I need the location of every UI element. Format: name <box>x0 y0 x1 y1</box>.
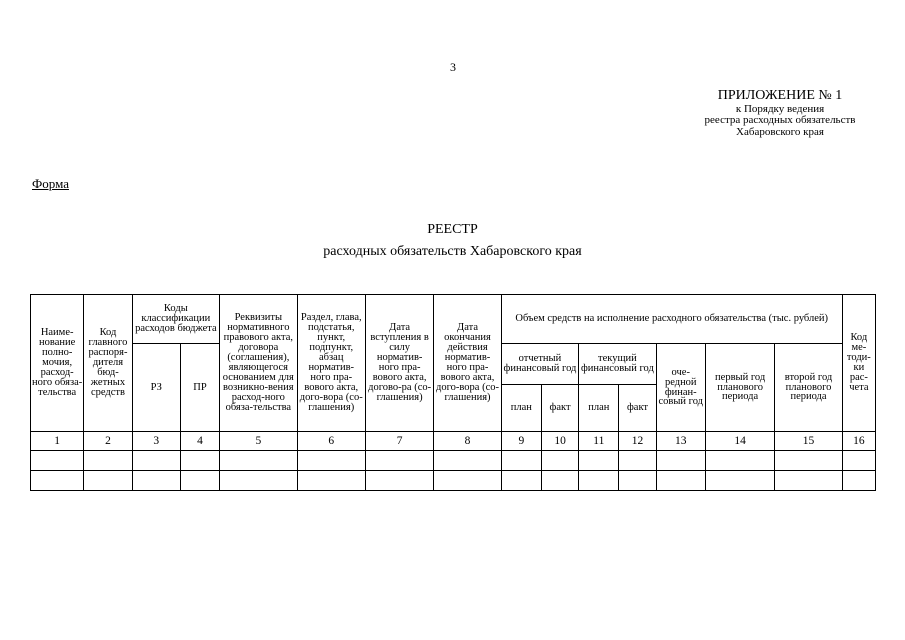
column-number: 16 <box>842 432 875 451</box>
column-number: 15 <box>775 432 842 451</box>
header-funding-volume: Объем средств на исполнение расходного обязательства (тыс. рублей) <box>501 295 842 344</box>
table-cell <box>180 471 219 491</box>
table-cell <box>31 471 84 491</box>
table-cell <box>656 471 705 491</box>
table-cell <box>220 471 297 491</box>
header-section: Раздел, глава, подстатья, пункт, подпункт, абзац норматив-ного пра-вового акта, дого-вора (со-глашения) <box>297 295 365 432</box>
column-number: 3 <box>132 432 180 451</box>
header-report-fact: факт <box>541 385 578 432</box>
table-cell <box>501 471 541 491</box>
table-cell <box>220 451 297 471</box>
table-cell <box>365 451 433 471</box>
table-cell <box>84 471 132 491</box>
registry-table <box>30 294 876 491</box>
form-label: Форма <box>32 176 69 191</box>
column-number: 9 <box>501 432 541 451</box>
header-budget-codes: Коды классификации расходов бюджета <box>132 295 220 344</box>
column-number: 2 <box>84 432 132 451</box>
header-next-year: оче-редной финан-совый год <box>656 344 705 432</box>
header-end-date: Дата окончания действия норматив-ного пра-вового акта, дого-вора (со-глашения) <box>434 295 501 432</box>
document-subtitle: расходных обязательств Хабаровского края <box>323 244 582 259</box>
table-cell <box>705 451 774 471</box>
header-method-code: Код ме-тоди-ки рас-чета <box>842 295 875 432</box>
table-cell <box>579 451 619 471</box>
column-number: 8 <box>434 432 501 451</box>
table-cell <box>132 451 180 471</box>
table-cell <box>541 471 578 491</box>
table-cell <box>842 471 875 491</box>
table-cell <box>180 451 219 471</box>
table-cell <box>775 471 842 491</box>
header-legal-act-details: Реквизиты нормативного правового акта, договора (соглашения), являющегося основанием для возникно-вения расход-ного обяза-тельства <box>220 295 297 432</box>
appendix-title: ПРИЛОЖЕНИЕ № 1 <box>717 88 843 103</box>
header-main-manager-code: Код главного распоря-дителя бюд-жетных средств <box>84 295 132 432</box>
table-cell <box>842 451 875 471</box>
table-cell <box>297 451 365 471</box>
header-current-year: текущий финансовый год <box>579 344 656 385</box>
column-number: 1 <box>31 432 84 451</box>
table-row <box>31 451 876 471</box>
column-number: 14 <box>705 432 774 451</box>
header-current-fact: факт <box>619 385 656 432</box>
table-cell <box>297 471 365 491</box>
header-report-year: отчетный финансовый год <box>501 344 578 385</box>
appendix-header <box>680 89 880 138</box>
header-current-plan: план <box>579 385 619 432</box>
table-cell <box>31 451 84 471</box>
column-number: 6 <box>297 432 365 451</box>
table-cell <box>619 451 656 471</box>
header-plan-year-2: второй год планового периода <box>775 344 842 432</box>
table-cell <box>579 471 619 491</box>
header-report-plan: план <box>501 385 541 432</box>
column-number: 11 <box>579 432 619 451</box>
table-cell <box>656 451 705 471</box>
table-cell <box>434 451 501 471</box>
header-row <box>31 295 876 344</box>
column-number: 7 <box>365 432 433 451</box>
table-cell <box>132 471 180 491</box>
table-cell <box>541 451 578 471</box>
header-name: Наиме-нование полно-мочия, расход-ного обяза-тельства <box>31 295 84 432</box>
header-start-date: Дата вступления в силу норматив-ного пра-вового акта, догово-ра (со-глашения) <box>365 295 433 432</box>
table-cell <box>501 451 541 471</box>
header-rz: РЗ <box>132 344 180 432</box>
table-cell <box>365 471 433 491</box>
header-pr: ПР <box>180 344 219 432</box>
page-number: 3 <box>450 60 456 74</box>
table-cell <box>84 451 132 471</box>
document-title: РЕЕСТР <box>427 222 478 237</box>
table-cell <box>775 451 842 471</box>
appendix-line-1: к Порядку ведения <box>735 102 825 115</box>
appendix-line-3: Хабаровского края <box>736 125 824 138</box>
column-number: 13 <box>656 432 705 451</box>
table-cell <box>705 471 774 491</box>
table-cell <box>619 471 656 491</box>
table-cell <box>434 471 501 491</box>
table-row <box>31 471 876 491</box>
appendix-line-2: реестра расходных обязательств <box>704 114 856 127</box>
column-number: 5 <box>220 432 297 451</box>
header-plan-year-1: первый год планового периода <box>705 344 774 432</box>
column-number: 4 <box>180 432 219 451</box>
column-number: 12 <box>619 432 656 451</box>
column-number-row <box>31 432 876 451</box>
column-number: 10 <box>541 432 578 451</box>
